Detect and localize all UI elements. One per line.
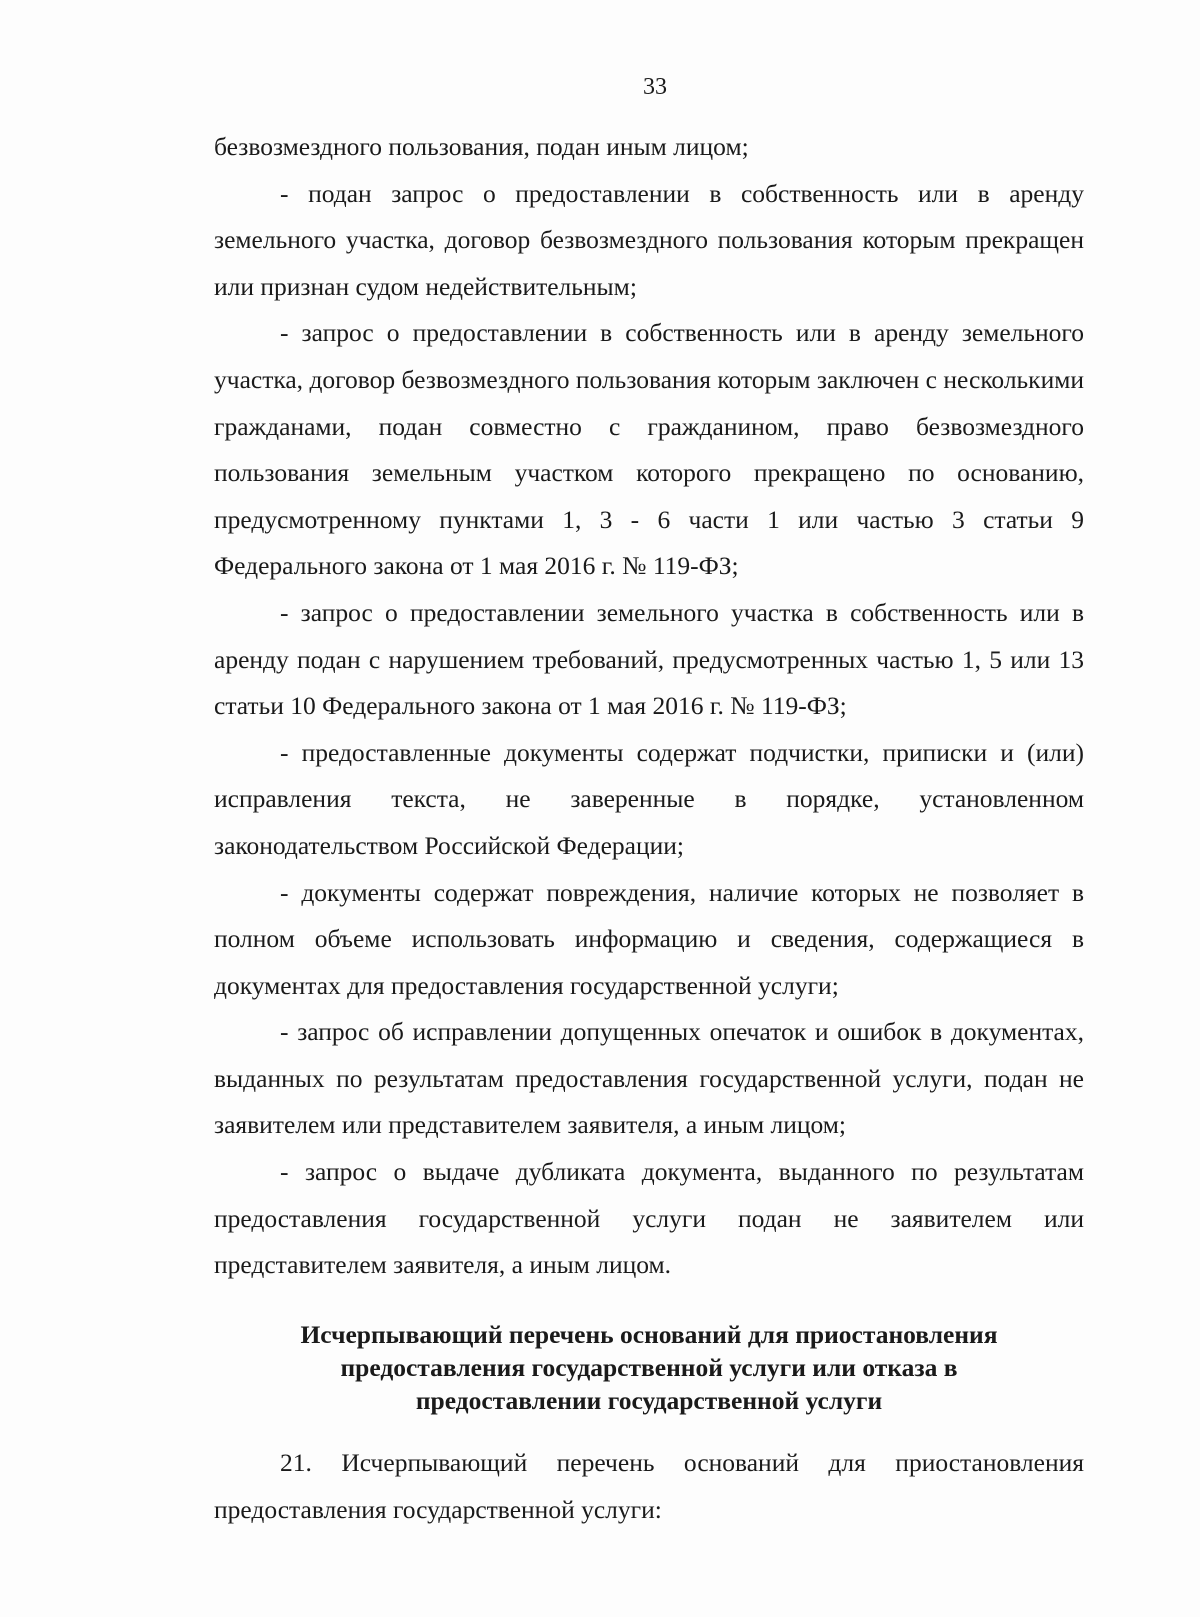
paragraph-document-damage: - документы содержат повреждения, наличие которых не позволяет в полном объеме использовать информацию и сведения, содержащиеся в документах для предоставления государственной услуги;	[214, 877, 1084, 1000]
final-text	[214, 1440, 1084, 1533]
paragraph-joint-request: - запрос о предоставлении в собственность или в аренду земельного участка, договор безвозмездного пользования которым заключен с несколькими гражданами, подан совместно с гражданином, право безвозмездного пользования земельным участком которого прекращено по основанию, предусмотренному пунктами 1, 3 - 6 части 1 или частью 3 статьи 9 Федерального закона от 1 мая 2016 г. № 119-ФЗ;	[214, 318, 1084, 581]
paragraph-typo-correction-request: - запрос об исправлении допущенных опечаток и ошибок в документах, выданных по результатам предоставления государственной услуги, подан не заявителем или представителем заявителя, а иным лицом;	[214, 1017, 1084, 1140]
section-heading	[214, 1318, 1084, 1417]
section-heading-line: предоставления государственной услуги или отказа в	[340, 1353, 958, 1382]
section-heading-line: предоставлении государственной услуги	[415, 1386, 883, 1415]
paragraph-duplicate-request: - запрос о выдаче дубликата документа, выданного по результатам предоставления государственной услуги подан не заявителем или представителем заявителя, а иным лицом.	[214, 1157, 1084, 1280]
section-heading-line: Исчерпывающий перечень оснований для приостановления	[300, 1320, 998, 1349]
paragraph-item-21: 21. Исчерпывающий перечень оснований для приостановления предоставления государственной услуги:	[214, 1448, 1084, 1524]
paragraph-requirements-violation: - запрос о предоставлении земельного участка в собственность или в аренду подан с нарушением требований, предусмотренных частью 1, 5 или 13 статьи 10 Федерального закона от 1 мая 2016 г. № 119-ФЗ;	[214, 597, 1084, 721]
paragraph-terminated-contract: - подан запрос о предоставлении в собственность или в аренду земельного участка, договор безвозмездного пользования которым прекращен или признан судом недействительным;	[214, 178, 1084, 301]
paragraph-document-corrections: - предоставленные документы содержат подчистки, приписки и (или) исправления текста, не заверенные в порядке, установленном законодательством Российской Федерации;	[214, 737, 1084, 860]
body-text	[214, 124, 1084, 1289]
paragraph-continuation: безвозмездного пользования, подан иным лицом;	[214, 132, 749, 161]
page-number: 33	[643, 74, 667, 100]
